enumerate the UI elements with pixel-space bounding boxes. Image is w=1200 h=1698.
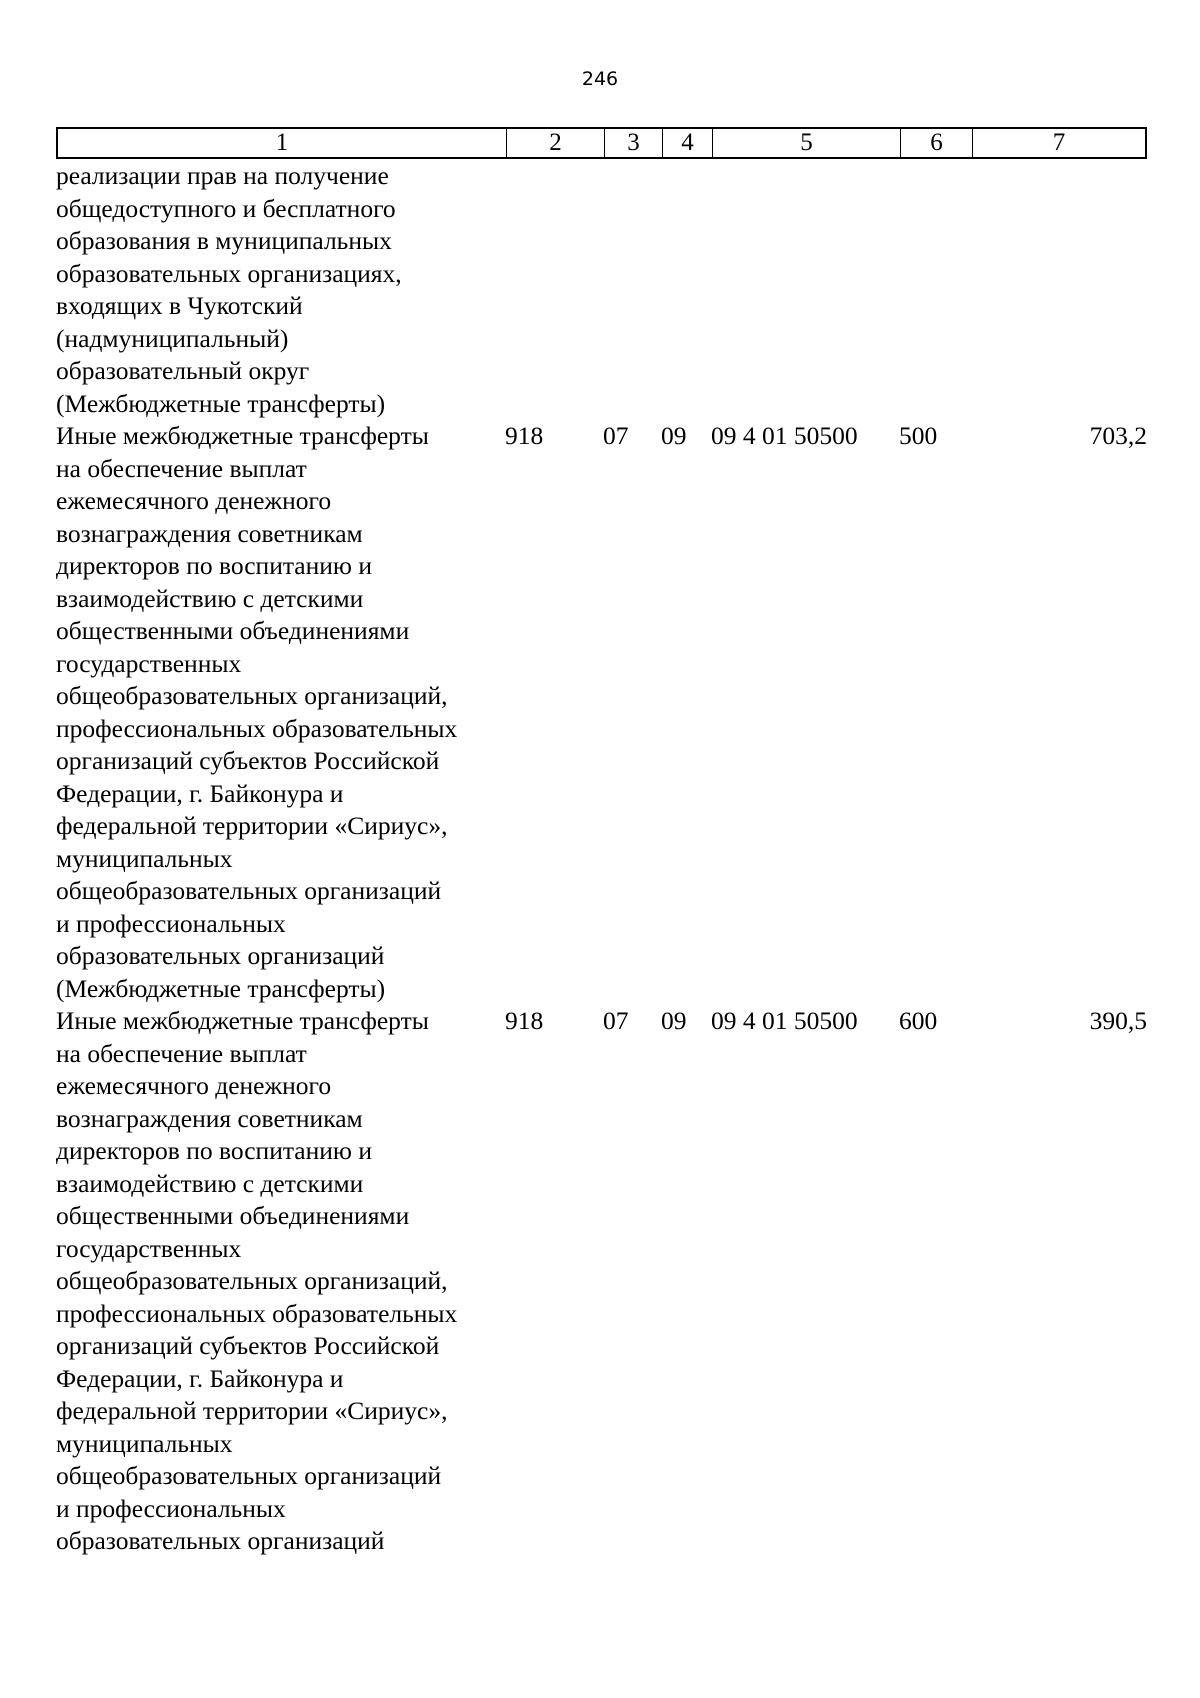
cell-column-4: 09 [661, 1006, 687, 1035]
row-description-line: муниципальных [56, 1428, 233, 1458]
row-description-line: образовательных организаций [56, 1526, 385, 1555]
row-description-line: общедоступного и бесплатного [56, 193, 396, 223]
row-description-line: ежемесячного денежного [56, 486, 332, 515]
row-description-line: директоров по воспитанию и [56, 551, 372, 580]
row-description-line: Федерации, г. Байконура и [56, 778, 344, 808]
row-description-line: Иные межбюджетные трансферты [56, 421, 429, 450]
row-description-line: вознаграждения советникам [56, 1103, 363, 1133]
column-header-6: 6 [901, 129, 973, 157]
row-description-line: организаций субъектов Российской [56, 1331, 440, 1360]
row-description-line: образовательный округ [56, 356, 310, 385]
table-row [56, 1005, 1147, 1558]
row-description-line: (Межбюджетные трансферты) [56, 973, 386, 1003]
cell-column-2: 918 [505, 421, 544, 450]
table-header [56, 127, 1147, 159]
cell-column-6: 500 [899, 421, 938, 450]
row-description-line: (надмуниципальный) [56, 323, 289, 353]
row-description-line: общественными объединениями [56, 1201, 410, 1230]
row-description-line: общеобразовательных организаций, [56, 681, 448, 710]
row-description-line: муниципальных [56, 843, 233, 873]
row-description-line: профессиональных образовательных [56, 713, 458, 743]
table-body [56, 160, 1147, 1558]
row-description-line: ежемесячного денежного [56, 1071, 332, 1100]
row-description-line: Иные межбюджетные трансферты [56, 1006, 429, 1035]
cell-column-5: 09 4 01 50500 [711, 1006, 858, 1035]
row-description-line: взаимодействию с детскими [56, 1168, 364, 1198]
row-description-line: федеральной территории «Сириус», [56, 1396, 448, 1425]
column-header-2: 2 [507, 129, 605, 157]
row-description-line: общеобразовательных организаций [56, 1461, 442, 1490]
row-description-line: государственных [56, 1233, 242, 1263]
row-description-line: и профессиональных [56, 1493, 286, 1523]
cell-column-4: 09 [661, 421, 687, 450]
row-description-line: федеральной территории «Сириус», [56, 811, 448, 840]
row-description-line: вознаграждения советникам [56, 518, 363, 548]
row-description-line: реализации прав на получение [56, 161, 389, 190]
column-header-7: 7 [1052, 129, 1066, 156]
cell-column-6: 600 [899, 1006, 938, 1035]
column-header-3: 3 [605, 129, 663, 157]
row-description-line: на обеспечение выплат [56, 1038, 307, 1068]
column-header-5: 5 [713, 129, 901, 157]
row-description-line: общеобразовательных организаций [56, 876, 442, 905]
cell-column-3: 07 [603, 1006, 629, 1035]
table-row [56, 160, 1147, 420]
cell-column-2: 918 [505, 1006, 544, 1035]
row-description-line: Федерации, г. Байконура и [56, 1363, 344, 1393]
column-header-4: 4 [663, 129, 713, 157]
page-number: 246 [581, 68, 619, 90]
row-description-line: (Межбюджетные трансферты) [56, 388, 386, 418]
row-description-line: входящих в Чукотский [56, 291, 303, 320]
row-description-line: и профессиональных [56, 908, 286, 938]
row-description-line: взаимодействию с детскими [56, 583, 364, 613]
cell-column-7: 703,2 [1089, 421, 1147, 450]
row-description-line: профессиональных образовательных [56, 1298, 458, 1328]
row-description-line: государственных [56, 648, 242, 678]
row-description-line: организаций субъектов Российской [56, 746, 440, 775]
row-description-line: директоров по воспитанию и [56, 1136, 372, 1165]
row-description-line: на обеспечение выплат [56, 453, 307, 483]
cell-column-3: 07 [603, 421, 629, 450]
column-header-1: 1 [58, 129, 507, 157]
row-description-line: образования в муниципальных [56, 226, 392, 255]
row-description-line: образовательных организаций [56, 941, 385, 970]
row-description-line: общественными объединениями [56, 616, 410, 645]
cell-column-5: 09 4 01 50500 [711, 421, 858, 450]
row-description-line: общеобразовательных организаций, [56, 1266, 448, 1295]
row-description-line: образовательных организациях, [56, 258, 402, 288]
cell-column-7: 390,5 [1089, 1006, 1147, 1035]
table-row [56, 420, 1147, 1005]
